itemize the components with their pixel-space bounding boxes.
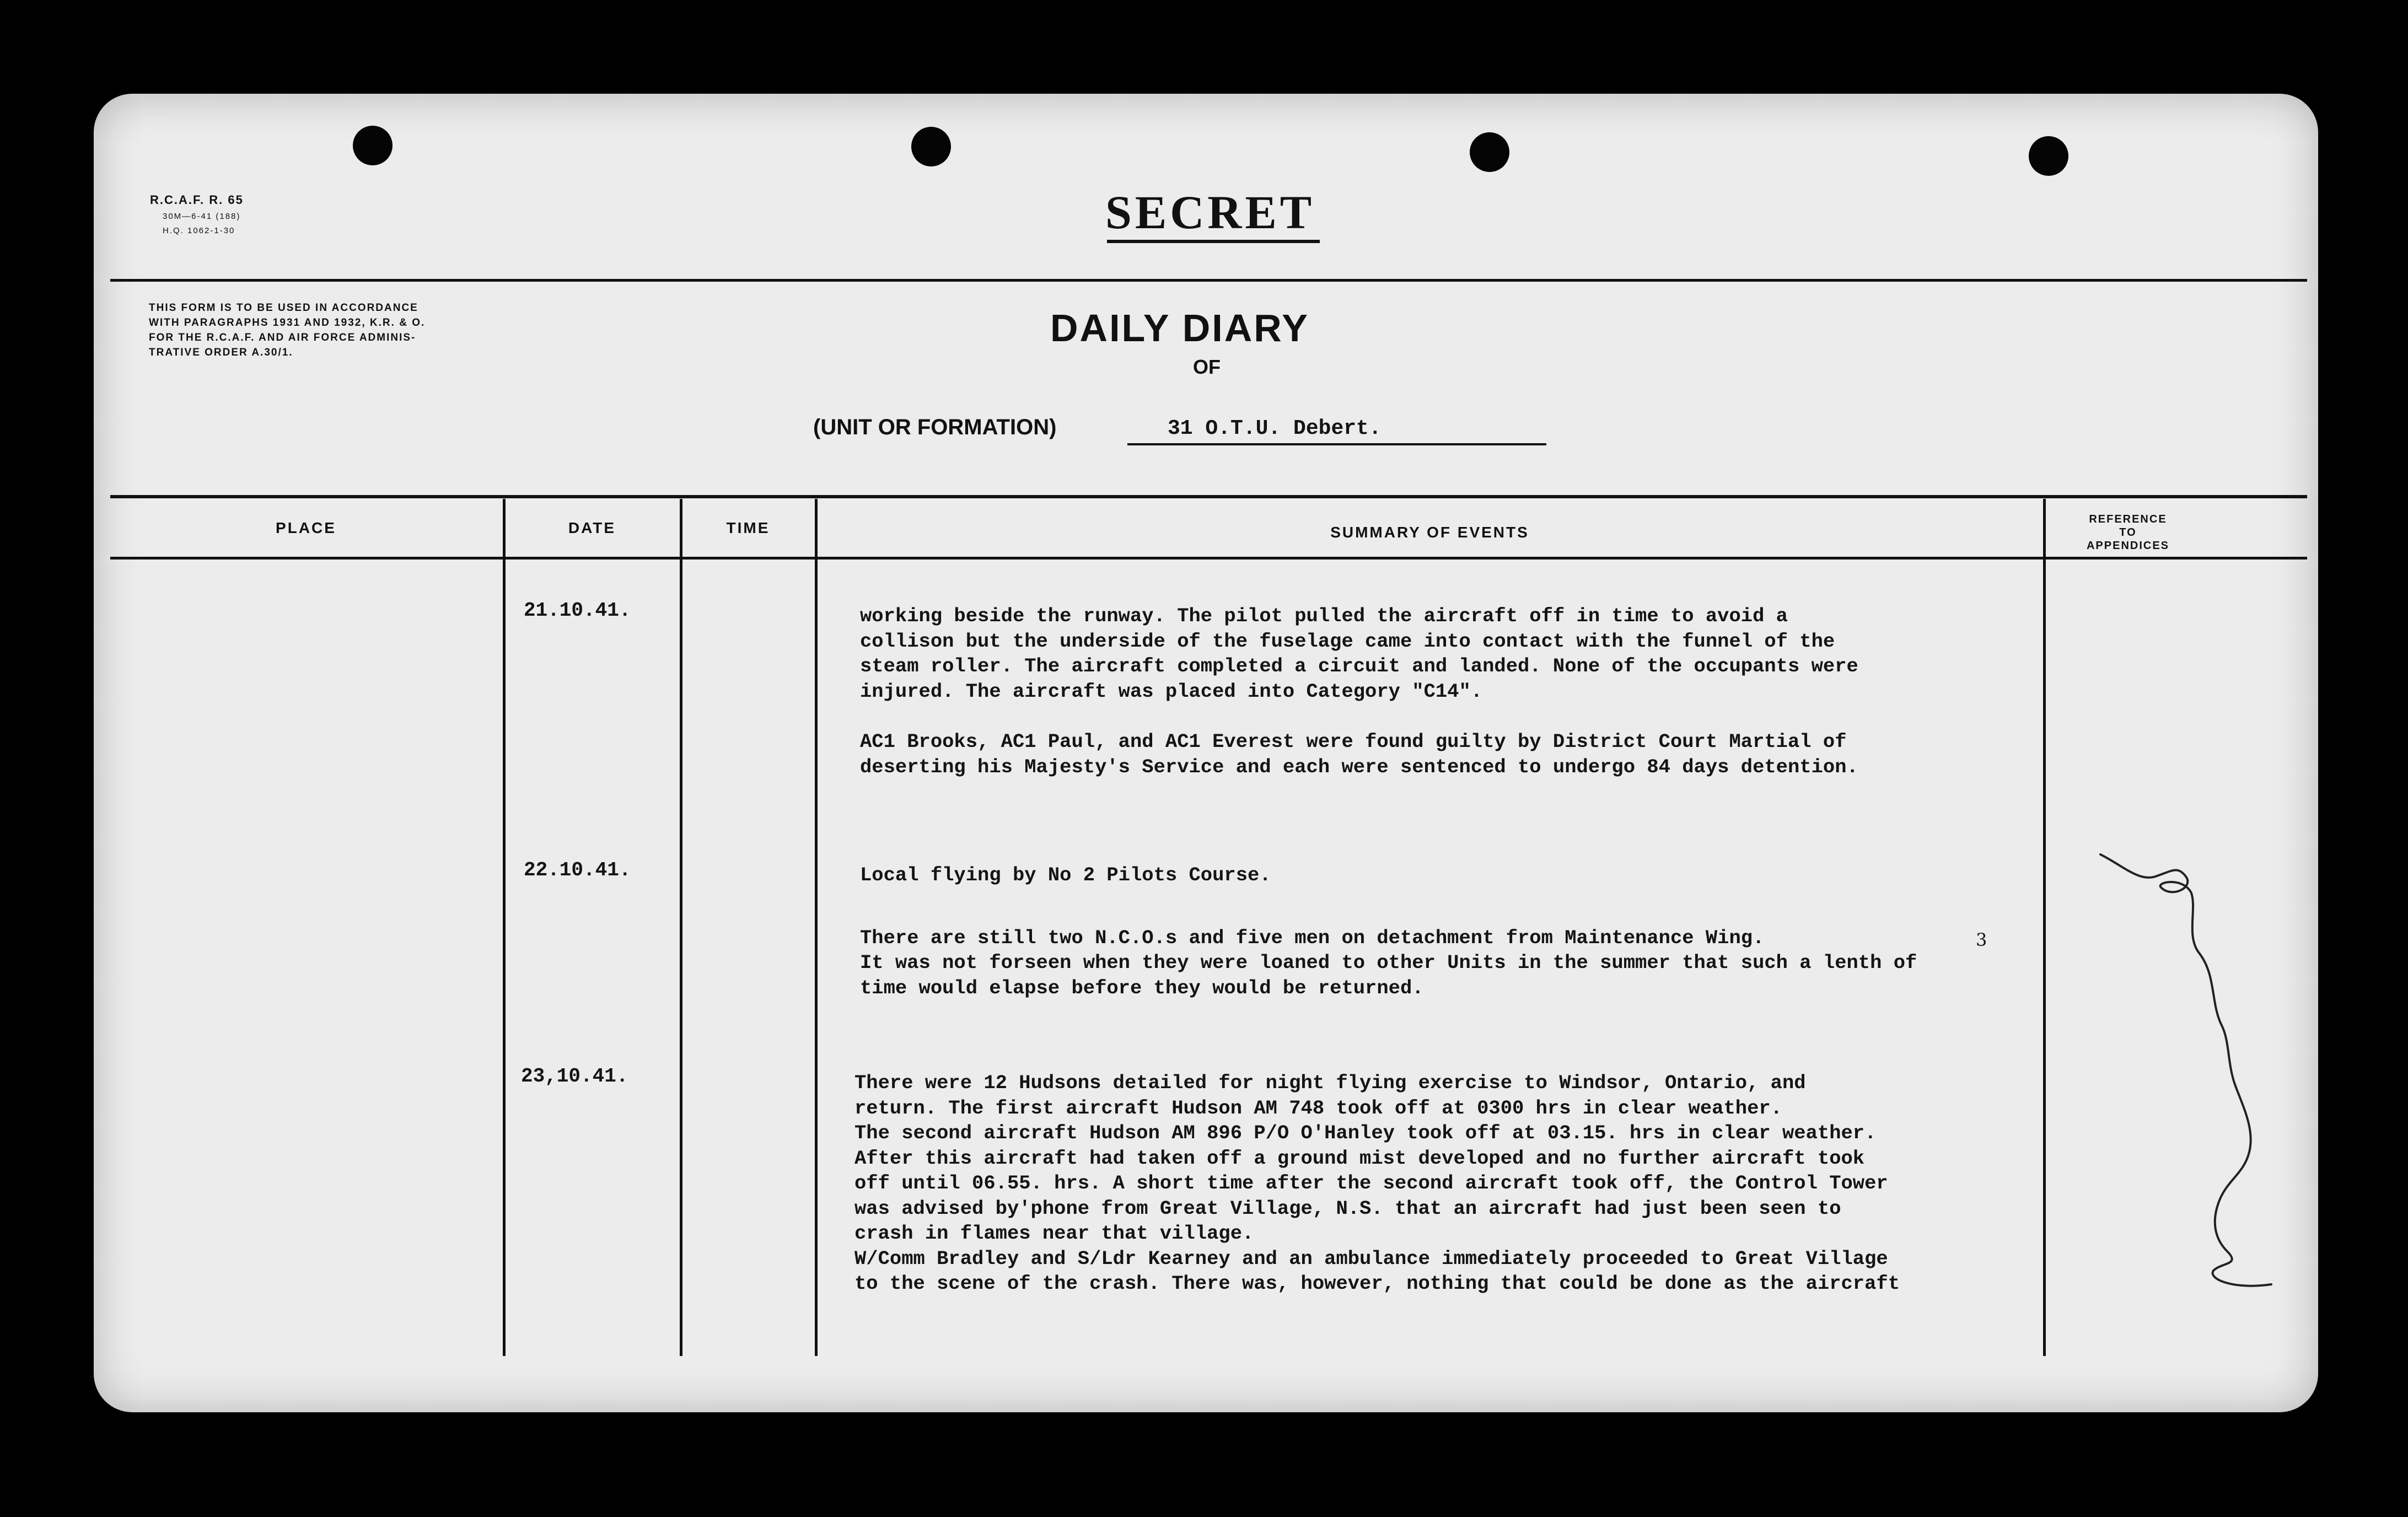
usage-note-line: THIS FORM IS TO BE USED IN ACCORDANCE <box>149 302 418 314</box>
divider-date-time <box>680 499 682 1356</box>
summary-line: AC1 Brooks, AC1 Paul, and AC1 Everest were found guilty by District Court Martial of <box>860 730 1847 753</box>
summary-line: steam roller. The aircraft completed a circuit and landed. None of the occupants were <box>860 655 1858 677</box>
entry-summary <box>854 1070 1900 1297</box>
table-rule-header-bottom <box>110 557 2307 560</box>
summary-paragraph <box>860 863 1917 888</box>
summary-line: The second aircraft Hudson AM 896 P/O O'Hanley took off at 03.15. hrs in clear weather. <box>854 1122 1877 1144</box>
divider-time-summary <box>815 499 818 1356</box>
punch-hole-4 <box>2029 136 2068 176</box>
summary-line: was advised by'phone from Great Village, N.S. that an aircraft had just been seen to <box>854 1197 1841 1220</box>
column-header-time: TIME <box>726 519 770 536</box>
summary-line: to the scene of the crash. There was, however, nothing that could be done as the aircraft <box>854 1272 1900 1295</box>
entry-date: 21.10.41. <box>524 599 631 622</box>
header-rule-top <box>110 279 2307 282</box>
usage-note <box>149 300 568 360</box>
summary-line: deserting his Majesty's Service and each were sentenced to undergo 84 days detention. <box>860 755 1858 778</box>
summary-paragraph <box>860 729 1858 779</box>
divider-place-date <box>503 499 506 1356</box>
summary-line: collison but the underside of the fuselage came into contact with the funnel of the <box>860 630 1835 653</box>
form-sub-1: 30M—6-41 (188) <box>163 212 241 221</box>
reference-header-line: APPENDICES <box>2086 540 2170 552</box>
classification-heading: SECRET <box>1105 186 1315 239</box>
summary-paragraph <box>860 604 1858 704</box>
column-header-summary: SUMMARY OF EVENTS <box>1330 524 1529 541</box>
punch-hole-2 <box>911 127 951 166</box>
table-rule-top <box>110 495 2307 498</box>
unit-value: 31 O.T.U. Debert. <box>1168 417 1382 440</box>
summary-line: time would elapse before they would be returned. <box>860 976 1424 999</box>
reference-header-line: REFERENCE <box>2089 513 2167 525</box>
entry-date: 23,10.41. <box>521 1065 628 1088</box>
signature-scrawl <box>2089 843 2299 1340</box>
entry-summary <box>860 863 1917 1000</box>
summary-line: It was not forseen when they were loaned to other Units in the summer that such a lenth of <box>860 951 1917 974</box>
divider-summary-reference <box>2043 499 2046 1356</box>
unit-underline <box>1127 443 1546 445</box>
summary-line: crash in flames near that village. <box>854 1222 1254 1245</box>
unit-label: (UNIT OR FORMATION) <box>813 415 1057 439</box>
summary-line: injured. The aircraft was placed into Category "C14". <box>860 680 1483 703</box>
entry-date: 22.10.41. <box>524 859 631 881</box>
usage-note-line: FOR THE R.C.A.F. AND AIR FORCE ADMINIS- <box>149 332 416 343</box>
summary-paragraph <box>854 1070 1900 1297</box>
summary-paragraph <box>860 926 1917 1001</box>
summary-line: Local flying by No 2 Pilots Course. <box>860 864 1271 886</box>
summary-line: There were 12 Hudsons detailed for night flying exercise to Windsor, Ontario, and <box>854 1072 1806 1094</box>
summary-line: working beside the runway. The pilot pulled the aircraft off in time to avoid a <box>860 605 1788 627</box>
entry-summary <box>860 604 1858 779</box>
form-code: R.C.A.F. R. 65 <box>150 193 244 207</box>
usage-note-line: TRATIVE ORDER A.30/1. <box>149 347 293 358</box>
summary-line: off until 06.55. hrs. A short time after the second aircraft took off, the Control Tower <box>854 1172 1888 1195</box>
punch-hole-1 <box>353 126 393 165</box>
form-sub-2: H.Q. 1062-1-30 <box>163 226 235 235</box>
punch-hole-3 <box>1470 132 1509 172</box>
summary-line: W/Comm Bradley and S/Ldr Kearney and an ambulance immediately proceeded to Great Village <box>854 1247 1888 1270</box>
diary-page <box>94 94 2318 1412</box>
classification-underline <box>1107 240 1320 243</box>
usage-note-line: WITH PARAGRAPHS 1931 AND 1932, K.R. & O. <box>149 317 426 329</box>
reference-header-line: TO <box>2119 526 2137 539</box>
summary-line: After this aircraft had taken off a ground mist developed and no further aircraft took <box>854 1147 1865 1170</box>
summary-line: return. The first aircraft Hudson AM 748 took off at 0300 hrs in clear weather. <box>854 1096 1782 1120</box>
form-title: DAILY DIARY <box>1050 306 1309 349</box>
appendix-mark: 3 <box>1976 929 1987 950</box>
summary-line: There are still two N.C.O.s and five men on detachment from Maintenance Wing. <box>860 926 1765 949</box>
column-header-date: DATE <box>568 519 616 536</box>
column-header-reference <box>2045 513 2211 552</box>
of-label: OF <box>1193 356 1221 378</box>
column-header-place: PLACE <box>276 519 336 536</box>
